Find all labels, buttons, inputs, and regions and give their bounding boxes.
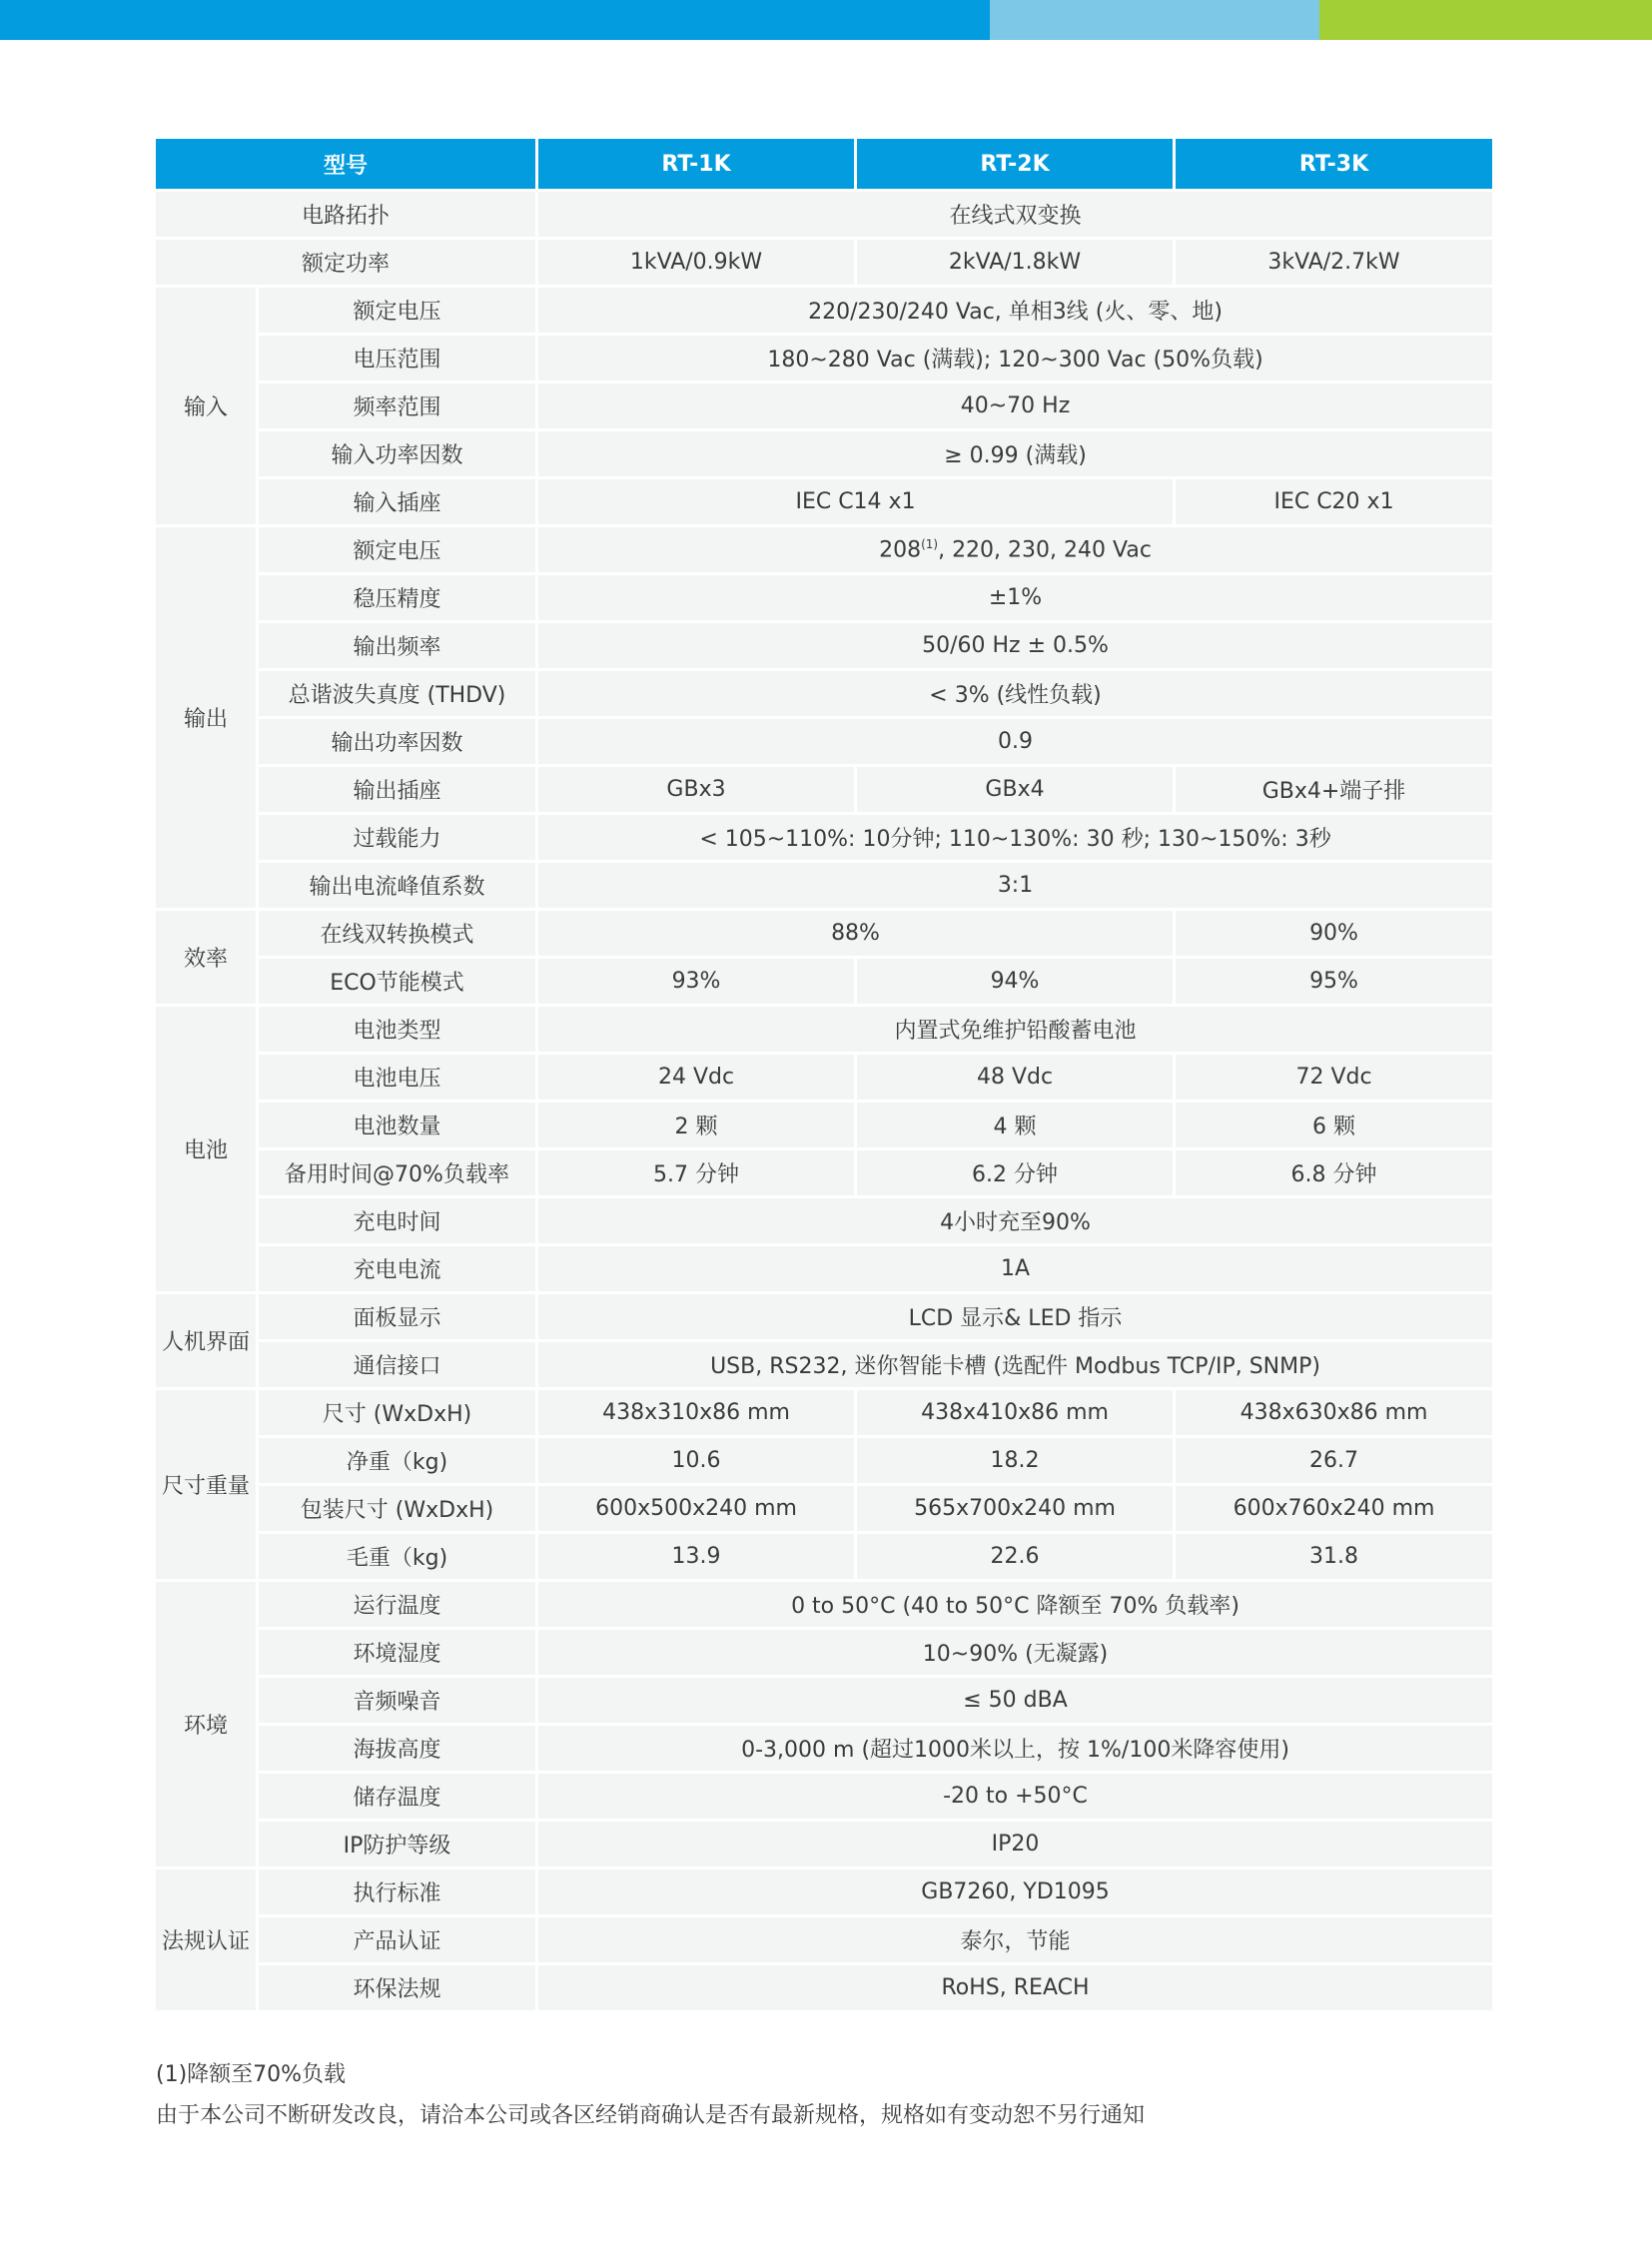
row-value: -20 to +50°C (538, 1774, 1492, 1819)
row-value: 1A (538, 1246, 1492, 1291)
group-label: 法规认证 (156, 1869, 256, 2010)
row-value: 93% (538, 959, 854, 1004)
row-value: < 3% (线性负载) (538, 671, 1492, 716)
row-value: 50/60 Hz ± 0.5% (538, 623, 1492, 668)
group-label: 输入 (156, 288, 256, 524)
table-row (156, 623, 1492, 668)
row-value: 6 颗 (1176, 1103, 1492, 1147)
table-row (156, 1438, 1492, 1483)
table-row (156, 1965, 1492, 2010)
table-row (156, 240, 1492, 285)
table-row (156, 288, 1492, 333)
row-value: 24 Vdc (538, 1055, 854, 1100)
row-value: 3kVA/2.7kW (1176, 240, 1492, 285)
table-row (156, 1869, 1492, 1914)
row-label: 毛重（kg) (259, 1534, 535, 1579)
table-row (156, 1582, 1492, 1627)
row-label: IP防护等级 (259, 1822, 535, 1867)
group-label: 尺寸重量 (156, 1390, 256, 1579)
row-value: 88% (538, 911, 1173, 956)
row-label: 电池数量 (259, 1103, 535, 1147)
table-row (156, 959, 1492, 1004)
table-row (156, 479, 1492, 524)
table-row (156, 1390, 1492, 1435)
row-value: IEC C14 x1 (538, 479, 1173, 524)
row-value: 72 Vdc (1176, 1055, 1492, 1100)
row-label: 运行温度 (259, 1582, 535, 1627)
row-label: 电池电压 (259, 1055, 535, 1100)
table-row (156, 815, 1492, 860)
row-label: 充电电流 (259, 1246, 535, 1291)
value-part: 208 (879, 537, 922, 563)
row-label: 额定功率 (156, 240, 535, 285)
row-label: 过载能力 (259, 815, 535, 860)
table-row (156, 1150, 1492, 1195)
table-row (156, 911, 1492, 956)
table-row (156, 1103, 1492, 1147)
table-row (156, 1630, 1492, 1675)
row-label: 尺寸 (WxDxH) (259, 1390, 535, 1435)
row-label: 储存温度 (259, 1774, 535, 1819)
row-value: 565x700x240 mm (857, 1486, 1173, 1531)
row-value: ±1% (538, 575, 1492, 620)
row-value: RoHS, REACH (538, 1965, 1492, 2010)
row-value: 31.8 (1176, 1534, 1492, 1579)
row-label: 净重（kg) (259, 1438, 535, 1483)
table-row (156, 527, 1492, 572)
top-bar-blue (0, 0, 990, 40)
row-value: 0 to 50°C (40 to 50°C 降额至 70% 负载率) (538, 1582, 1492, 1627)
row-label: 电压范围 (259, 336, 535, 380)
row-label: 面板显示 (259, 1294, 535, 1339)
table-row (156, 192, 1492, 237)
table-row (156, 767, 1492, 812)
row-label: 环保法规 (259, 1965, 535, 2010)
row-value: IP20 (538, 1822, 1492, 1867)
table-row (156, 1198, 1492, 1243)
row-value: 3:1 (538, 863, 1492, 908)
row-value: LCD 显示& LED 指示 (538, 1294, 1492, 1339)
row-value: 438x410x86 mm (857, 1390, 1173, 1435)
row-value: 48 Vdc (857, 1055, 1173, 1100)
table-row (156, 1246, 1492, 1291)
table-row (156, 575, 1492, 620)
top-color-bar (0, 0, 1652, 40)
row-value: 6.8 分钟 (1176, 1150, 1492, 1195)
row-value: 600x760x240 mm (1176, 1486, 1492, 1531)
row-label: 在线双转换模式 (259, 911, 535, 956)
group-label: 电池 (156, 1007, 256, 1291)
spec-table (153, 136, 1495, 2013)
group-label: 人机界面 (156, 1294, 256, 1387)
table-row (156, 1007, 1492, 1052)
row-value: 6.2 分钟 (857, 1150, 1173, 1195)
row-label: 输入功率因数 (259, 431, 535, 476)
group-label: 输出 (156, 527, 256, 908)
row-label: 执行标准 (259, 1869, 535, 1914)
row-label: ECO节能模式 (259, 959, 535, 1004)
row-label: 电池类型 (259, 1007, 535, 1052)
row-value: GB7260, YD1095 (538, 1869, 1492, 1914)
row-value: 泰尔，节能 (538, 1917, 1492, 1962)
value-part: , 220, 230, 240 Vac (938, 537, 1152, 563)
table-row (156, 1822, 1492, 1867)
row-value: 在线式双变换 (538, 192, 1492, 237)
row-label: 电路拓扑 (156, 192, 535, 237)
row-value: 22.6 (857, 1534, 1173, 1579)
top-bar-light-blue (990, 0, 1319, 40)
row-value: GBx3 (538, 767, 854, 812)
row-value: 10.6 (538, 1438, 854, 1483)
row-value: 5.7 分钟 (538, 1150, 854, 1195)
group-label: 环境 (156, 1582, 256, 1867)
row-value: 90% (1176, 911, 1492, 956)
row-label: 输入插座 (259, 479, 535, 524)
row-label: 备用时间@70%负载率 (259, 1150, 535, 1195)
row-label: 总谐波失真度 (THDV) (259, 671, 535, 716)
row-value: 95% (1176, 959, 1492, 1004)
row-value: 220/230/240 Vac, 单相3线 (火、零、地) (538, 288, 1492, 333)
table-row (156, 1774, 1492, 1819)
header-model-rt3k: RT-3K (1176, 139, 1492, 189)
row-value: 180~280 Vac (满载); 120~300 Vac (50%负载) (538, 336, 1492, 380)
row-value: 10~90% (无凝露) (538, 1630, 1492, 1675)
row-label: 输出功率因数 (259, 719, 535, 764)
row-label: 包装尺寸 (WxDxH) (259, 1486, 535, 1531)
row-value: 600x500x240 mm (538, 1486, 854, 1531)
row-value: USB, RS232, 迷你智能卡槽 (选配件 Modbus TCP/IP, SNMP) (538, 1342, 1492, 1387)
row-label: 输出电流峰值系数 (259, 863, 535, 908)
row-value: 2 颗 (538, 1103, 854, 1147)
table-row (156, 1486, 1492, 1531)
header-model-label: 型号 (156, 139, 535, 189)
row-label: 通信接口 (259, 1342, 535, 1387)
table-row (156, 863, 1492, 908)
table-row (156, 1917, 1492, 1962)
row-label: 输出插座 (259, 767, 535, 812)
header-model-rt2k: RT-2K (857, 139, 1173, 189)
row-label: 额定电压 (259, 527, 535, 572)
row-value: 438x630x86 mm (1176, 1390, 1492, 1435)
row-label: 环境湿度 (259, 1630, 535, 1675)
footnote-marker: (1) (921, 536, 939, 551)
table-row (156, 431, 1492, 476)
table-row (156, 1726, 1492, 1771)
row-value: IEC C20 x1 (1176, 479, 1492, 524)
table-row (156, 1534, 1492, 1579)
row-value: 2kVA/1.8kW (857, 240, 1173, 285)
table-row (156, 1055, 1492, 1100)
row-label: 充电时间 (259, 1198, 535, 1243)
row-value: < 105~110%: 10分钟; 110~130%: 30 秒; 130~150%: 3秒 (538, 815, 1492, 860)
row-label: 稳压精度 (259, 575, 535, 620)
row-value: GBx4+端子排 (1176, 767, 1492, 812)
table-row (156, 336, 1492, 380)
row-value: 0.9 (538, 719, 1492, 764)
row-value: 4小时充至90% (538, 1198, 1492, 1243)
row-value: 94% (857, 959, 1173, 1004)
row-value: 13.9 (538, 1534, 854, 1579)
row-value: 0-3,000 m (超过1000米以上，按 1%/100米降容使用) (538, 1726, 1492, 1771)
disclaimer: 由于本公司不断研发改良，请洽本公司或各区经销商确认是否有最新规格，规格如有变动恕不另行通知 (156, 2103, 1146, 2128)
header-model-rt1k: RT-1K (538, 139, 854, 189)
row-value: GBx4 (857, 767, 1173, 812)
row-value: ≥ 0.99 (满载) (538, 431, 1492, 476)
row-label: 产品认证 (259, 1917, 535, 1962)
row-value: 4 颗 (857, 1103, 1173, 1147)
row-value (538, 527, 1492, 572)
row-label: 频率范围 (259, 383, 535, 428)
table-row (156, 1678, 1492, 1723)
table-row (156, 1294, 1492, 1339)
row-label: 额定电压 (259, 288, 535, 333)
row-label: 输出频率 (259, 623, 535, 668)
table-row (156, 383, 1492, 428)
group-label: 效率 (156, 911, 256, 1004)
row-value: 438x310x86 mm (538, 1390, 854, 1435)
row-value: ≤ 50 dBA (538, 1678, 1492, 1723)
row-value: 26.7 (1176, 1438, 1492, 1483)
table-row (156, 719, 1492, 764)
row-label: 海拔高度 (259, 1726, 535, 1771)
row-value: 18.2 (857, 1438, 1173, 1483)
header-row (156, 139, 1492, 189)
row-value: 40~70 Hz (538, 383, 1492, 428)
table-row (156, 1342, 1492, 1387)
row-value: 1kVA/0.9kW (538, 240, 854, 285)
top-bar-green (1319, 0, 1652, 40)
row-value: 内置式免维护铅酸蓄电池 (538, 1007, 1492, 1052)
row-label: 音频噪音 (259, 1678, 535, 1723)
table-row (156, 671, 1492, 716)
footnote: (1)降额至70%负载 (156, 2062, 347, 2087)
